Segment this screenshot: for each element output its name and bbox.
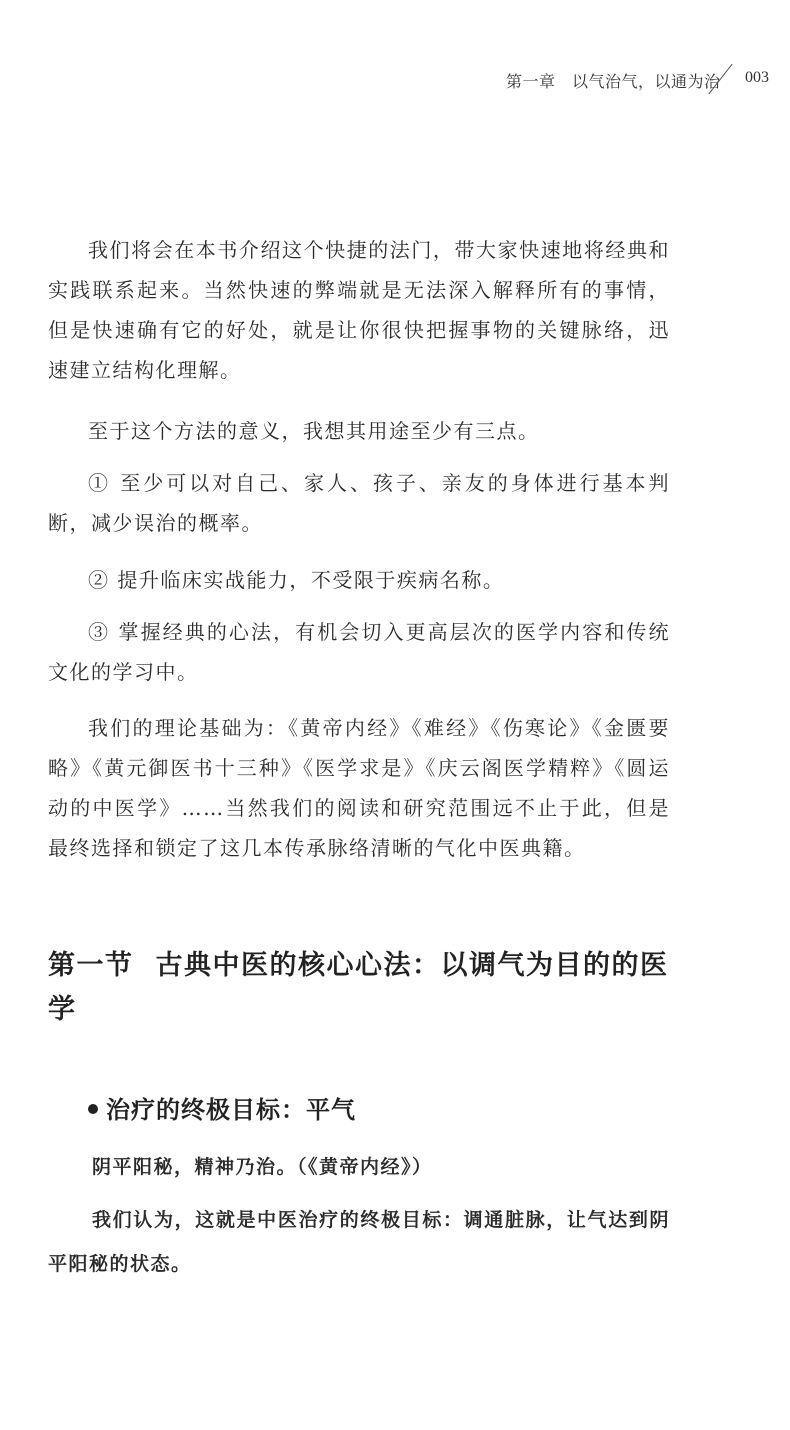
list-item-1: ① 至少可以对自己、家人、孩子、亲友的身体进行基本判断，减少误治的概率。	[48, 471, 670, 535]
classic-quote: 阴平阳秘，精神乃治。（《黄帝内经》）	[92, 1156, 433, 1178]
paragraph-conclusion: 我们认为，这就是中医治疗的终极目标：调通脏脉，让气达到阴平阳秘的状态。	[48, 1209, 670, 1275]
list-item-2: ② 提升临床实战能力，不受限于疾病名称。	[88, 568, 505, 592]
chapter-title: 第一章 以气治气，以通为治	[506, 72, 721, 91]
running-header	[490, 64, 780, 98]
paragraph-purpose: 至于这个方法的意义，我想其用途至少有三点。	[88, 419, 540, 443]
section-title: 古典中医的核心心法：以调气为目的的医学	[48, 950, 669, 1025]
section-label: 第一节	[48, 950, 134, 981]
subsection-title: 治疗的终极目标：平气	[106, 1096, 356, 1124]
paragraph-intro: 我们将会在本书介绍这个快捷的法门，带大家快速地将经典和实践联系起来。当然快速的弊端就是无法深入解释所有的事情，但是快速确有它的好处，就是让你很快把握事物的关键脉络，迅速建立结构化理解。	[48, 238, 670, 382]
section-heading	[48, 944, 688, 1032]
page-number: 003	[745, 69, 769, 86]
subsection-heading	[88, 1090, 356, 1130]
list-item-3: ③ 掌握经典的心法，有机会切入更高层次的医学内容和传统文化的学习中。	[48, 620, 670, 684]
paragraph-theory: 我们的理论基础为：《黄帝内经》《难经》《伤寒论》《金匮要略》《黄元御医书十三种》《医学求是》《庆云阁医学精粹》《圆运动的中医学》……当然我们的阅读和研究范围远不止于此，但是最终选择和锁定了这几本传承脉络清晰的气化中医典籍。	[48, 716, 670, 860]
bullet-dot-icon	[88, 1104, 98, 1114]
